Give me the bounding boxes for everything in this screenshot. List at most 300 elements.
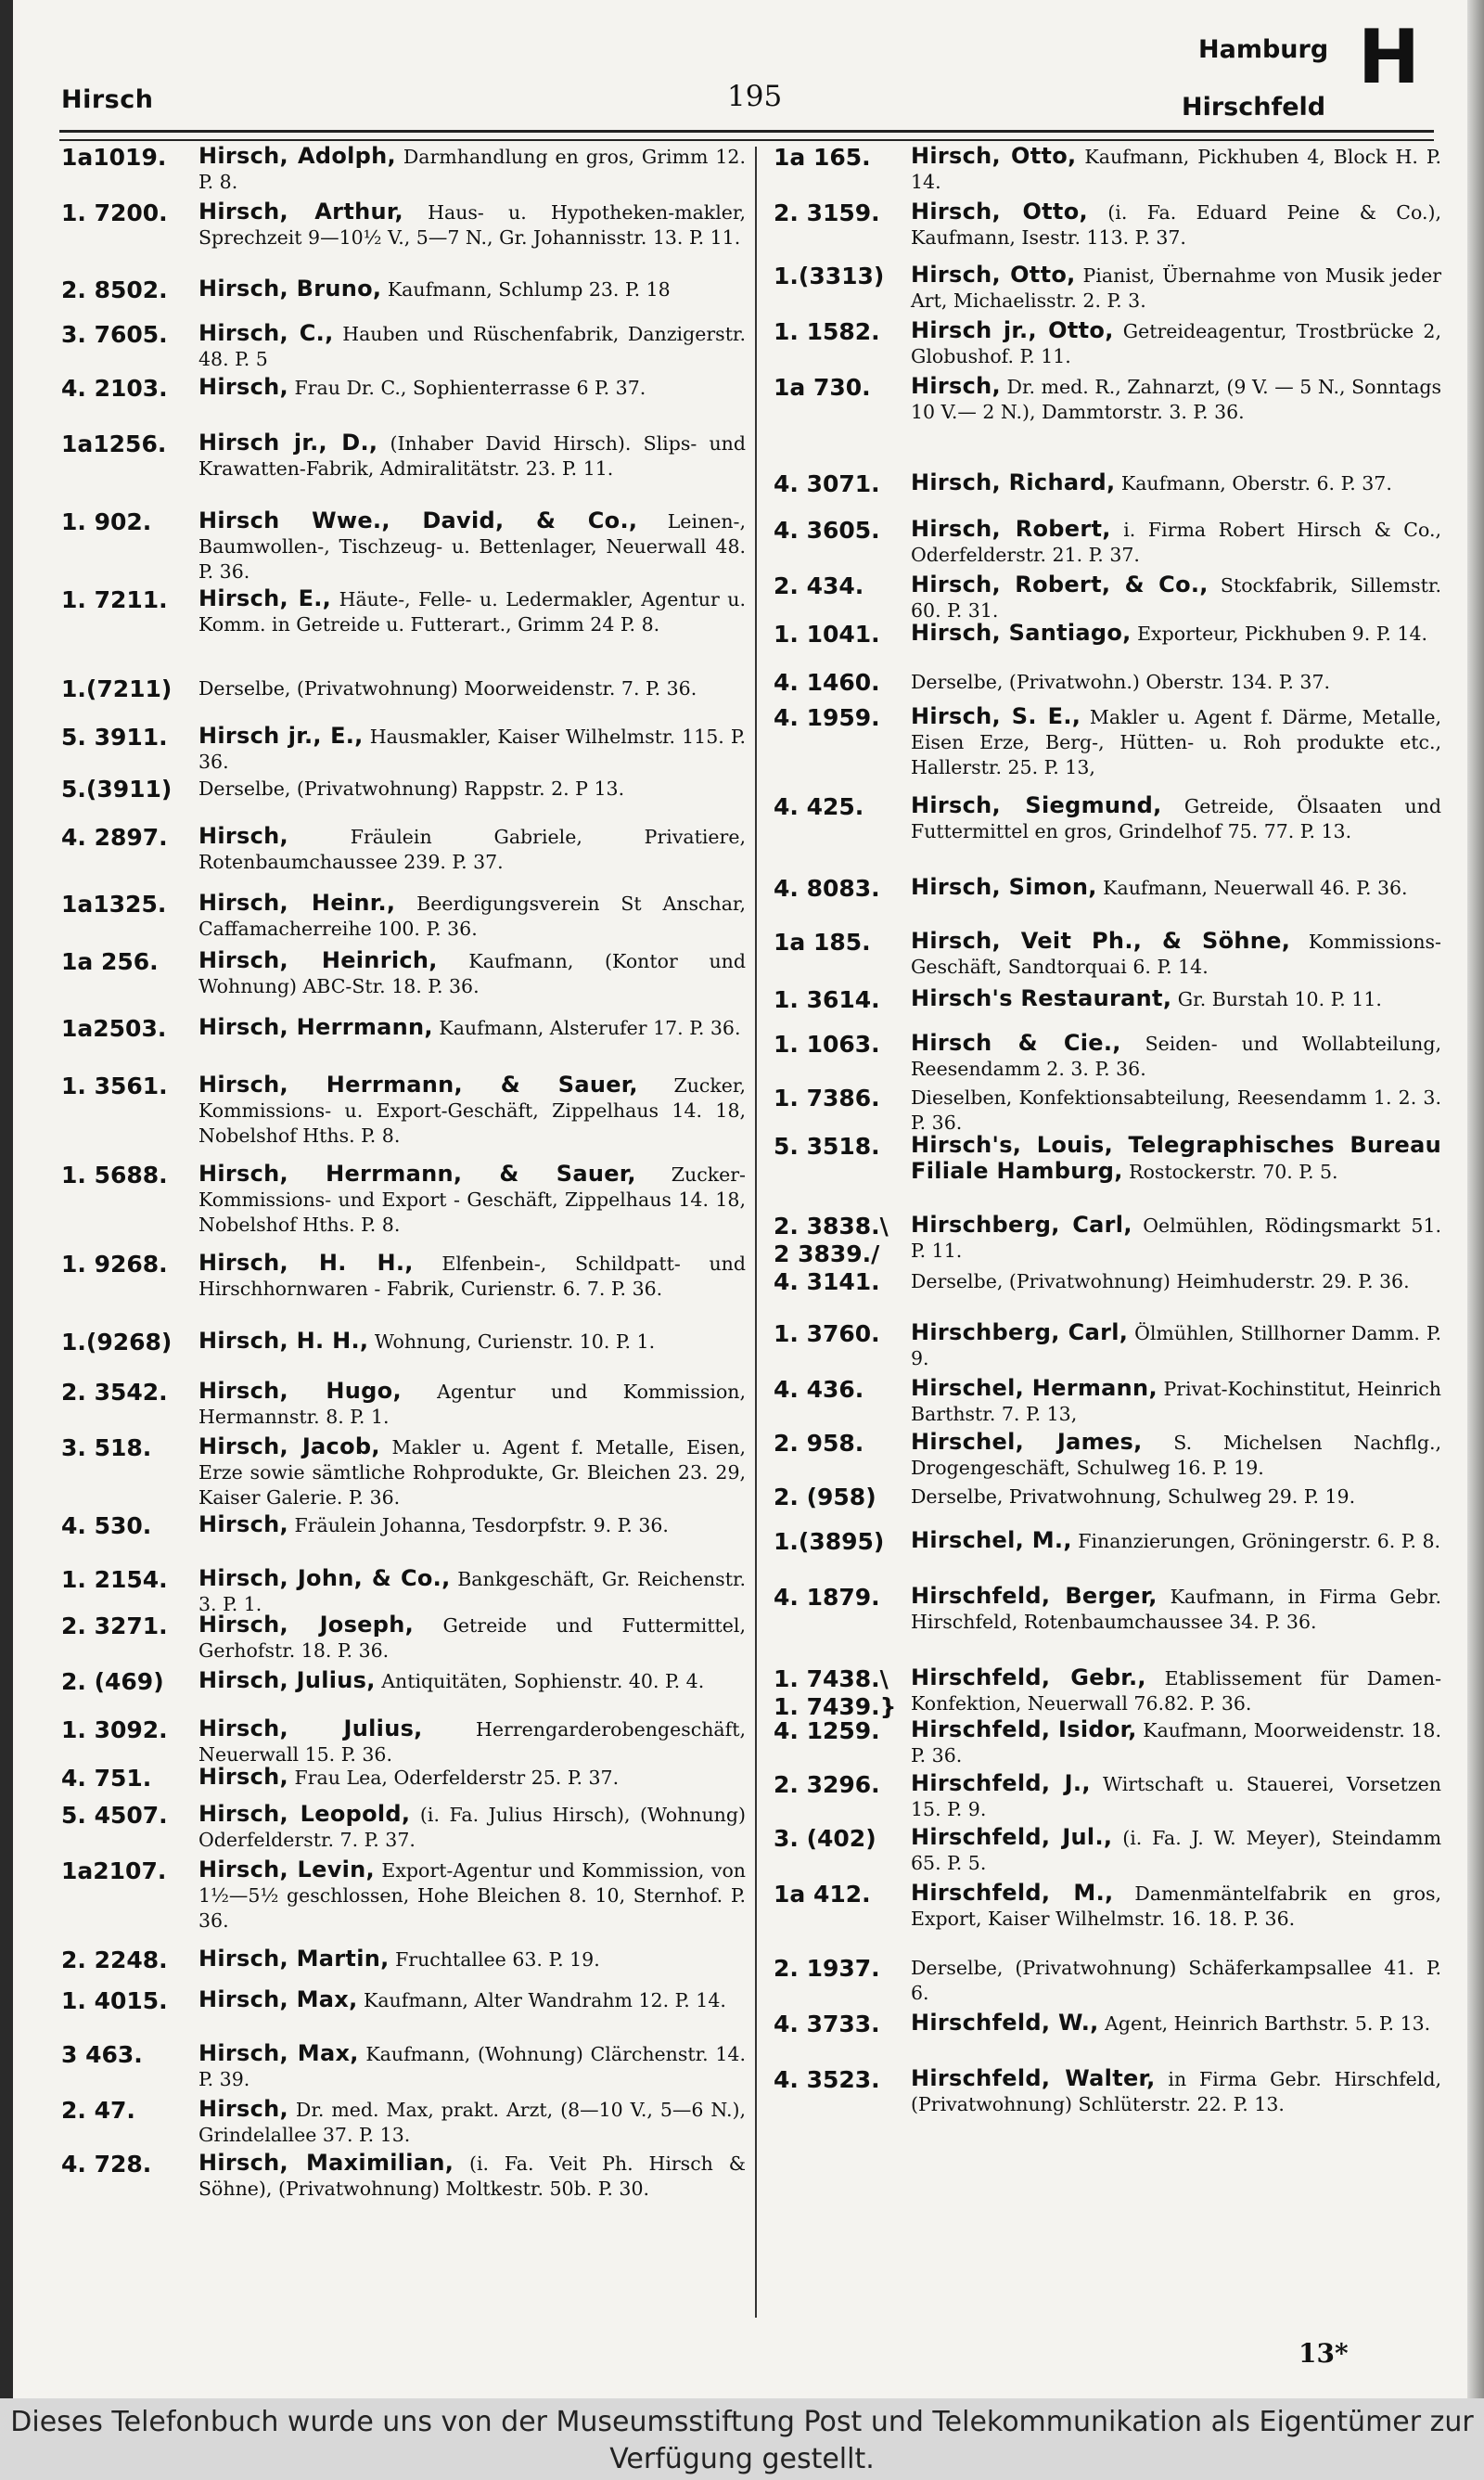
entry-text: [198, 1379, 746, 1430]
entry-details: Getreide und Futtermittel, Gerhofstr. 18. P. 36.: [198, 1614, 746, 1662]
directory-entry: [774, 1484, 1441, 1510]
entry-name: Hirsch Wwe., David, & Co.,: [198, 508, 638, 533]
directory-entry: [774, 1133, 1441, 1185]
entry-name: Hirsch, Herrmann, & Sauer,: [198, 1072, 638, 1098]
entry-details: i. Firma Robert Hirsch & Co., Oderfelderstr. 21. P. 37.: [911, 519, 1441, 566]
phone-number: 1.(3895): [774, 1528, 885, 1555]
entry-details: Export-Agentur und Kommission, von 1½—5½ geschlossen, Hohe Bleichen 8. 10, Sternhof. P. 36.: [198, 1859, 746, 1932]
entry-details: Frau Dr. C., Sophienterrasse 6 P. 37.: [288, 377, 646, 399]
header-right-name: Hirschfeld: [1182, 93, 1326, 122]
entry-name: Hirsch, Jacob,: [198, 1433, 380, 1459]
entry-name: Hirsch, Levin,: [198, 1857, 375, 1882]
entry-text: [198, 1251, 746, 1302]
entry-details: Fräulein Gabriele, Privatiere, Rotenbaumchaussee 239. P. 37.: [198, 826, 746, 873]
phone-number: 1. 2154.: [61, 1566, 168, 1593]
entry-name: Hirsch, Hugo,: [198, 1378, 402, 1404]
directory-entry: [61, 724, 746, 775]
entry-text: [198, 1073, 746, 1149]
phone-number: 2. 3838.\ 2 3839./: [774, 1213, 889, 1267]
phone-number: 4. 728.: [61, 2151, 152, 2178]
phone-number: 1a1256.: [61, 430, 167, 457]
entry-name: Hirsch, H. H.,: [198, 1328, 369, 1354]
directory-entry: [61, 321, 746, 372]
directory-entry: [61, 1379, 746, 1430]
directory-entry: [61, 430, 746, 482]
directory-entry: [774, 793, 1441, 844]
entry-text: [911, 1955, 1441, 2006]
directory-entry: [774, 669, 1441, 695]
entry-details: Zucker, Kommissions- u. Export-Geschäft, Zippelhaus 14. 18, Nobelshof Hths. P. 8.: [198, 1074, 746, 1147]
entry-name: Hirsch, Otto,: [911, 143, 1077, 169]
entry-details: Derselbe, (Privatwohnung) Rappstr. 2. P 13.: [198, 777, 625, 800]
entry-text: [198, 948, 746, 999]
phone-number: 4. 1259.: [774, 1717, 880, 1744]
directory-entry: [61, 586, 746, 637]
entry-text: [198, 1802, 746, 1853]
entry-text: [911, 1320, 1441, 1371]
page-mark: 13*: [1298, 2338, 1349, 2369]
entry-details: Kaufmann, (Wohnung) Clärchenstr. 14. P. 39.: [198, 2043, 746, 2090]
phone-number: 1. 5688.: [61, 1162, 168, 1189]
directory-entry: [774, 1955, 1441, 2006]
entry-name: Hirschfeld, Isidor,: [911, 1716, 1137, 1742]
entry-text: [911, 1528, 1441, 1554]
directory-entry: [774, 318, 1441, 369]
header-city: Hamburg: [1198, 35, 1329, 64]
entry-details: Kaufmann, Schlump 23. P. 18: [381, 278, 671, 301]
entry-details: Getreide, Ölsaaten und Futtermittel en gros, Grindelhof 75. 77. P. 13.: [911, 795, 1441, 842]
directory-entry: [774, 1584, 1441, 1635]
entry-details: Privat-Kochinstitut, Heinrich Barthstr. 7. P. 13,: [911, 1378, 1441, 1425]
phone-number: 2. 8502.: [61, 276, 168, 303]
entry-text: [911, 669, 1441, 695]
phone-number: 1. 1063.: [774, 1031, 880, 1058]
entry-text: [198, 321, 746, 372]
entry-text: [911, 875, 1441, 901]
phone-number: 3 463.: [61, 2041, 143, 2068]
entry-details: Agentur und Kommission, Hermannstr. 8. P. 1.: [198, 1381, 747, 1428]
entry-text: [911, 1771, 1441, 1822]
entry-details: Hausmakler, Kaiser Wilhelmstr. 115. P. 36.: [198, 726, 747, 773]
entry-name: Hirsch, Otto,: [911, 262, 1076, 288]
phone-number: 1. 7438.\ 1. 7439.}: [774, 1665, 897, 1720]
entry-name: Hirsch, Richard,: [911, 469, 1116, 495]
entry-name: Hirsch, Julius,: [198, 1715, 423, 1741]
entry-text: [911, 986, 1441, 1012]
entry-details: Fräulein Johanna, Tesdorpfstr. 9. P. 36.: [288, 1514, 669, 1536]
entry-details: Kaufmann, (Kontor und Wohnung) ABC-Str. 18. P. 36.: [198, 950, 746, 997]
entry-name: Hirsch, Heinr.,: [198, 890, 396, 916]
entry-text: [198, 1716, 746, 1767]
header-rule-thin: [59, 139, 1434, 141]
entry-details: Herrengarderobengeschäft, Neuerwall 15. P. 36.: [198, 1718, 746, 1766]
directory-entry: [61, 1329, 746, 1355]
entry-text: [911, 2011, 1441, 2037]
entry-name: Hirsch,: [198, 823, 288, 849]
entry-text: [198, 1512, 746, 1538]
entry-details: Seiden- und Wollabteilung, Reesendamm 2. 3. P. 36.: [911, 1033, 1441, 1080]
entry-details: Bankgeschäft, Gr. Reichenstr. 3. P. 1.: [198, 1568, 747, 1615]
entry-details: (Inhaber David Hirsch). Slips- und Krawatten-Fabrik, Admiralitätstr. 23. P. 11.: [198, 432, 746, 480]
entry-details: Kommissions-Geschäft, Sandtorquai 6. P. 14.: [911, 931, 1441, 978]
entry-name: Hirsch, Santiago,: [911, 620, 1132, 646]
phone-number: 2. 434.: [774, 572, 864, 599]
entry-name: Hirsch, Max,: [198, 2040, 359, 2066]
entry-text: [198, 891, 746, 942]
entry-details: Makler u. Agent f. Därme, Metalle, Eisen Erze, Berg-, Hütten- u. Roh produkte etc., Hallerstr. 25. P. 13,: [911, 706, 1442, 778]
entry-name: Hirschfeld, Gebr.,: [911, 1664, 1146, 1690]
entry-details: Dieselben, Konfektionsabteilung, Reesendamm 1. 2. 3. P. 36.: [911, 1086, 1441, 1134]
directory-entry: [774, 1268, 1441, 1294]
phone-number: 5.(3911): [61, 776, 173, 803]
entry-details: S. Michelsen Nachflg., Drogengeschäft, Schulweg 16. P. 19.: [911, 1432, 1441, 1479]
entry-name: Hirsch, Veit Ph., & Söhne,: [911, 928, 1291, 954]
directory-entry: [61, 2097, 746, 2148]
directory-entry: [61, 1434, 746, 1510]
phone-number: 4. 3523.: [774, 2066, 880, 2093]
entry-text: [911, 1213, 1441, 1264]
directory-entry: [61, 1987, 746, 2013]
entry-name: Hirsch, Simon,: [911, 874, 1097, 900]
phone-number: 3. 518.: [61, 1434, 152, 1461]
directory-entry: [774, 1085, 1441, 1136]
entry-text: [198, 1765, 746, 1791]
directory-entry: [774, 929, 1441, 980]
entry-text: [911, 1133, 1441, 1185]
entry-text: [911, 929, 1441, 980]
entry-text: [911, 470, 1441, 496]
directory-entry: [61, 891, 746, 942]
phone-number: 2. 3296.: [774, 1771, 880, 1798]
entry-details: Kaufmann, Alsterufer 17. P. 36.: [432, 1017, 741, 1039]
directory-entry: [774, 144, 1441, 195]
entry-name: Hirsch,: [911, 373, 1001, 399]
directory-entry: [774, 1212, 1442, 1267]
entry-text: [198, 1947, 746, 1972]
entry-details: Exporteur, Pickhuben 9. P. 14.: [1131, 623, 1428, 645]
entry-text: [198, 776, 746, 802]
entry-name: Hirsch, E.,: [198, 585, 332, 611]
entry-name: Hirschel, James,: [911, 1429, 1143, 1455]
directory-entry: [61, 2151, 746, 2202]
entry-text: [198, 824, 746, 875]
entry-details: Häute-, Felle- u. Ledermakler, Agentur u. Komm. in Getreide u. Futterart., Grimm 24 P. 8.: [198, 588, 746, 636]
phone-number: 1. 3561.: [61, 1073, 168, 1099]
entry-text: [198, 1613, 746, 1664]
directory-entry: [774, 875, 1441, 901]
entry-name: Hirsch jr., E.,: [198, 723, 364, 749]
directory-entry: [774, 1881, 1441, 1932]
entry-name: Hirsch, Heinrich,: [198, 947, 438, 973]
entry-name: Hirschberg, Carl,: [911, 1319, 1129, 1345]
entry-name: Hirsch, Joseph,: [198, 1612, 415, 1638]
entry-details: Getreideagentur, Trostbrücke 2, Globushof. P. 11.: [911, 320, 1441, 367]
entry-text: [911, 517, 1441, 568]
directory-entry: [61, 1613, 746, 1664]
entry-details: Frau Lea, Oderfelderstr 25. P. 37.: [288, 1767, 620, 1789]
phone-number: 1a1019.: [61, 144, 167, 171]
entry-name: Hirsch's, Louis, Telegraphisches Bureau Filiale Hamburg,: [911, 1132, 1441, 1184]
entry-text: [198, 1329, 746, 1355]
entry-name: Hirsch, Bruno,: [198, 276, 382, 302]
entry-details: Kaufmann, Neuerwall 46. P. 36.: [1096, 877, 1408, 899]
entry-name: Hirsch, Leopold,: [198, 1801, 411, 1827]
entry-name: Hirsch, Herrmann,: [198, 1014, 433, 1040]
entry-details: Etablissement für Damen-Konfektion, Neuerwall 76.82. P. 36.: [911, 1667, 1441, 1715]
phone-number: 1.(7211): [61, 675, 173, 702]
phone-number: 4. 436.: [774, 1376, 864, 1403]
entry-details: Derselbe, Privatwohnung, Schulweg 29. P. 19.: [911, 1485, 1356, 1508]
phone-number: 1a 256.: [61, 948, 159, 975]
entry-details: Rostockerstr. 70. P. 5.: [1122, 1161, 1338, 1183]
directory-entry: [61, 144, 746, 195]
entry-text: [911, 1085, 1441, 1136]
entry-text: [911, 1825, 1441, 1876]
entry-text: [911, 1031, 1441, 1082]
entry-text: [198, 1857, 746, 1934]
entry-details: Wirtschaft u. Stauerei, Vorsetzen 15. P. 9.: [911, 1773, 1441, 1820]
entry-name: Hirsch, Otto,: [911, 199, 1088, 225]
column-divider: [755, 147, 757, 2318]
phone-number: 1a2503.: [61, 1015, 167, 1042]
directory-entry: [774, 986, 1441, 1012]
entry-text: [911, 793, 1441, 844]
phone-number: 1. 3092.: [61, 1716, 168, 1743]
phone-number: 2. (469): [61, 1668, 164, 1695]
phone-number: 1. 3760.: [774, 1320, 880, 1347]
entry-details: Stockfabrik, Sillemstr. 60. P. 31.: [911, 574, 1441, 622]
phone-number: 1. 902.: [61, 508, 152, 535]
entry-name: Hirsch jr., Otto,: [911, 317, 1114, 343]
directory-entry: [774, 2066, 1441, 2117]
directory-entry: [774, 199, 1441, 251]
entry-text: [198, 375, 746, 401]
entry-details: Elfenbein-, Schildpatt- und Hirschhornwaren - Fabrik, Curienstr. 6. 7. P. 36.: [198, 1253, 746, 1300]
entry-name: Hirsch jr., D.,: [198, 430, 378, 456]
phone-number: 2. 3271.: [61, 1613, 168, 1639]
entry-details: Gr. Burstah 10. P. 11.: [1171, 988, 1382, 1010]
phone-number: 4. 1460.: [774, 669, 880, 696]
directory-entry: [61, 948, 746, 999]
phone-number: 4. 425.: [774, 793, 864, 820]
entry-text: [911, 2066, 1441, 2117]
phone-number: 1a 185.: [774, 929, 871, 956]
phone-number: 3. (402): [774, 1825, 876, 1852]
entry-details: Kaufmann, Oberstr. 6. P. 37.: [1115, 472, 1392, 495]
phone-number: 4. 1879.: [774, 1584, 880, 1611]
directory-entry: [61, 1162, 746, 1238]
entry-text: [198, 430, 746, 482]
phone-number: 5. 4507.: [61, 1802, 168, 1829]
directory-entry: [61, 776, 746, 802]
entry-details: Finanzierungen, Gröningerstr. 6. P. 8.: [1071, 1530, 1441, 1552]
directory-entry: [61, 1566, 746, 1617]
entry-name: Hirsch, John, & Co.,: [198, 1565, 451, 1591]
phone-number: 1a 412.: [774, 1881, 871, 1908]
directory-entry: [774, 1430, 1441, 1481]
entry-details: Damenmäntelfabrik en gros, Export, Kaiser Wilhelmstr. 16. 18. P. 36.: [911, 1882, 1441, 1930]
entry-text: [198, 1668, 746, 1694]
directory-entry: [774, 1031, 1441, 1082]
entry-details: Agent, Heinrich Barthstr. 5. P. 13.: [1098, 2012, 1431, 2035]
phone-number: 1.(9268): [61, 1329, 173, 1356]
phone-number: 4. 530.: [61, 1512, 152, 1539]
directory-entry: [61, 508, 746, 585]
entry-details: (i. Fa. Julius Hirsch), (Wohnung) Oderfelderstr. 7. P. 37.: [198, 1804, 746, 1851]
phone-number: 2. 1937.: [774, 1955, 880, 1982]
entry-text: [198, 724, 746, 775]
directory-entry: [61, 1802, 746, 1853]
phone-number: 2. 2248.: [61, 1947, 168, 1973]
entry-name: Hirsch, Herrmann, & Sauer,: [198, 1161, 636, 1187]
directory-entry: [774, 1717, 1441, 1768]
directory-entry: [61, 276, 746, 302]
entry-name: Hirschfeld, J.,: [911, 1770, 1091, 1796]
entry-details: Oelmühlen, Rödingsmarkt 51. P. 11.: [911, 1214, 1442, 1262]
header-rule: [59, 130, 1434, 133]
entry-text: [198, 508, 746, 585]
phone-number: 4. 3141.: [774, 1268, 880, 1295]
directory-entry: [61, 1857, 746, 1934]
phone-number: 4. 3605.: [774, 517, 880, 544]
entry-text: [198, 586, 746, 637]
phone-number: 5. 3518.: [774, 1133, 880, 1160]
directory-entry: [774, 704, 1441, 780]
directory-entry: [774, 263, 1441, 314]
entry-details: Makler u. Agent f. Metalle, Eisen, Erze sowie sämtliche Rohprodukte, Gr. Bleichen 23. 29, Kaiser Galerie. P. 36.: [198, 1436, 746, 1509]
directory-entry: [61, 1668, 746, 1694]
entry-name: Hirsch, Robert, & Co.,: [911, 572, 1209, 598]
entry-text: [911, 1584, 1441, 1635]
phone-number: 2. 958.: [774, 1430, 864, 1457]
entry-name: Hirsch, Martin,: [198, 1946, 390, 1972]
entry-details: Derselbe, (Privatwohnung) Moorweidenstr. 7. P. 36.: [198, 677, 697, 700]
header-letter: H: [1358, 14, 1420, 100]
phone-number: 4. 1959.: [774, 704, 880, 731]
entry-text: [198, 1015, 746, 1041]
directory-entry: [774, 621, 1441, 647]
phone-number: 1.(3313): [774, 263, 885, 289]
entry-text: [198, 2041, 746, 2092]
entry-text: [911, 1881, 1441, 1932]
footer-notice: Dieses Telefonbuch wurde uns von der Museumsstiftung Post und Telekommunikation als Eigentümer zur Verfügung gestellt.: [0, 2398, 1484, 2480]
entry-text: [911, 1268, 1441, 1294]
entry-details: Derselbe, (Privatwohnung) Schäferkampsallee 41. P. 6.: [911, 1957, 1441, 2004]
entry-text: [198, 2151, 746, 2202]
entry-text: [911, 1665, 1441, 1716]
directory-entry: [774, 1825, 1441, 1876]
entry-text: [911, 1717, 1441, 1768]
entry-details: Kaufmann, Moorweidenstr. 18. P. 36.: [911, 1719, 1441, 1767]
phone-number: 1a2107.: [61, 1857, 167, 1884]
entry-text: [198, 199, 746, 251]
directory-entry: [774, 517, 1441, 568]
entry-text: [911, 374, 1441, 425]
directory-entry: [774, 1528, 1441, 1554]
entry-text: [198, 276, 746, 302]
entry-details: Antiquitäten, Sophienstr. 40. P. 4.: [375, 1670, 705, 1692]
directory-entry: [774, 1664, 1441, 1720]
entry-name: Hirschfeld, M.,: [911, 1880, 1114, 1906]
entry-name: Hirsch, Adolph,: [198, 143, 396, 169]
entry-details: (i. Fa. Veit Ph. Hirsch & Söhne), (Privatwohnung) Moltkestr. 50b. P. 30.: [198, 2152, 746, 2200]
header-left-name: Hirsch: [61, 85, 154, 114]
phone-number: 1. 3614.: [774, 986, 880, 1013]
entry-name: Hirsch, Julius,: [198, 1667, 376, 1693]
entry-name: Hirschfeld, W.,: [911, 2010, 1099, 2036]
phone-number: 1a1325.: [61, 891, 167, 918]
phone-number: 1. 9268.: [61, 1251, 168, 1278]
phone-number: 4. 8083.: [774, 875, 880, 902]
entry-name: Hirsch, Max,: [198, 1986, 358, 2012]
entry-text: [198, 1566, 746, 1617]
phone-number: 1. 1582.: [774, 318, 880, 345]
entry-name: Hirschel, M.,: [911, 1527, 1072, 1553]
directory-entry: [61, 199, 746, 251]
phone-number: 4. 3733.: [774, 2011, 880, 2037]
entry-details: Zucker-Kommissions- und Export - Geschäft, Zippelhaus 14. 18, Nobelshof Hths. P. 8.: [198, 1163, 746, 1236]
entry-details: Hauben und Rüschenfabrik, Danzigerstr. 48. P. 5: [198, 323, 746, 370]
phone-number: 2. 47.: [61, 2097, 135, 2124]
entry-text: [911, 572, 1441, 623]
entry-name: Hirschberg, Carl,: [911, 1212, 1132, 1238]
entry-name: Hirsch,: [198, 1511, 288, 1537]
directory-entry: [774, 1376, 1441, 1427]
entry-details: Dr. med. Max, prakt. Arzt, (8—10 V., 5—6 N.), Grindelallee 37. P. 13.: [198, 2099, 746, 2146]
entry-text: [198, 2097, 746, 2148]
entry-details: Kaufmann, in Firma Gebr. Hirschfeld, Rotenbaumchaussee 34. P. 36.: [911, 1586, 1441, 1633]
entry-details: (i. Fa. Eduard Peine & Co.), Kaufmann, Isestr. 113. P. 37.: [911, 201, 1441, 249]
directory-entry: [774, 2011, 1441, 2037]
page-number: 195: [727, 80, 783, 113]
entry-name: Hirschfeld, Jul.,: [911, 1824, 1113, 1850]
entry-name: Hirsch,: [198, 1764, 288, 1790]
entry-name: Hirschfeld, Walter,: [911, 2065, 1156, 2091]
directory-entry: [61, 1716, 746, 1767]
entry-text: [911, 621, 1441, 647]
directory-entry: [61, 2041, 746, 2092]
entry-details: (i. Fa. J. W. Meyer), Steindamm 65. P. 5.: [911, 1827, 1442, 1874]
directory-entry: [774, 572, 1441, 623]
directory-entry: [61, 675, 746, 701]
directory-entry: [61, 1765, 746, 1791]
entry-text: [198, 1434, 746, 1510]
entry-details: Wohnung, Curienstr. 10. P. 1.: [368, 1330, 656, 1353]
phone-number: 1a 730.: [774, 374, 871, 401]
entry-text: [911, 704, 1441, 780]
entry-name: Hirsch, Siegmund,: [911, 792, 1162, 818]
entry-details: Leinen-, Baumwollen-, Tischzeug- u. Bettenlager, Neuerwall 48. P. 36.: [198, 510, 746, 583]
directory-entry: [774, 470, 1441, 496]
entry-details: Haus- u. Hypotheken-makler, Sprechzeit 9—10½ V., 5—7 N., Gr. Johannisstr. 13. P. 11.: [198, 201, 746, 249]
entry-name: Hirsch,: [198, 2096, 288, 2122]
entry-text: [911, 1376, 1441, 1427]
phone-number: 2. 3542.: [61, 1379, 168, 1406]
entry-name: Hirschel, Hermann,: [911, 1375, 1158, 1401]
entry-name: Hirsch's Restaurant,: [911, 985, 1172, 1011]
phone-number: 5. 3911.: [61, 724, 168, 751]
entry-details: Kaufmann, Alter Wandrahm 12. P. 14.: [357, 1989, 726, 2011]
entry-name: Hirsch, Arthur,: [198, 199, 403, 225]
entry-name: Hirsch, H. H.,: [198, 1250, 414, 1276]
phone-number: 4. 2897.: [61, 824, 168, 851]
directory-entry: [61, 1947, 746, 1972]
phone-number: 1. 7386.: [774, 1085, 880, 1112]
entry-name: Hirsch, S. E.,: [911, 703, 1081, 729]
phone-number: 1. 7200.: [61, 199, 168, 226]
entry-text: [911, 144, 1441, 195]
entry-text: [911, 263, 1441, 314]
